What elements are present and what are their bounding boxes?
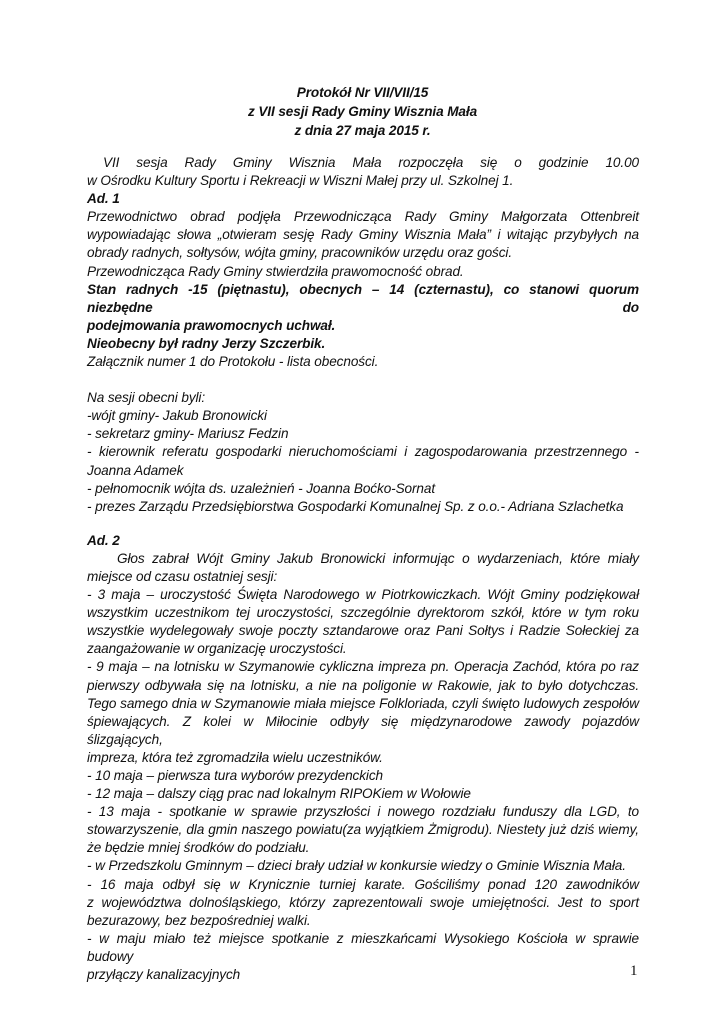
- ad2-line: przyłączy kanalizacyjnych: [87, 967, 241, 983]
- page-number: 1: [630, 963, 638, 979]
- spacer: [87, 371, 639, 389]
- quorum-line: Stan radnych -15 (piętnastu), obecnych – 14 (czternastu), co stanowi quorum niezbędne do: [87, 281, 639, 315]
- attendee-line: - pełnomocnik wójta ds. uzależnień - Joanna Boćko-Sornat: [87, 480, 436, 496]
- ad2-line: - 9 maja – na lotnisku w Szymanowie cykliczna impreza pn. Operacja Zachód, która po raz: [87, 659, 639, 675]
- ad2-line: pierwszy odbywała się na lotnisku, a nie na poligonie w Rakowie, jak to było dotychczas.: [87, 677, 639, 693]
- ad2-line: śpiewających. Z kolei w Miłocinie odbyły się międzynarodowe zawody pojazdów ślizgających,: [87, 713, 639, 747]
- intro-line: w Ośrodku Kultury Sportu i Rekreacji w Wiszni Małej przy ul. Szkolnej 1.: [87, 173, 514, 189]
- ad2-line: stowarzyszenie, dla gmin naszego powiatu(za wyjątkiem Żmigrodu). Niestety już dziś wiemy,: [87, 822, 639, 838]
- ad2-line: wszystkie wydelegowały swoje poczty sztandarowe oraz Pani Sołtys i Radzie Sołeckiej za: [87, 623, 639, 639]
- session-date: z dnia 27 maja 2015 r.: [294, 123, 431, 138]
- spacer: [87, 516, 639, 532]
- ad1-line: Przewodnictwo obrad podjęła Przewodnicząca Rady Gminy Małgorzata Ottenbreit: [87, 209, 639, 225]
- ad2-line: bezurazowy, bez bezpośredniej walki.: [87, 912, 311, 928]
- ad2-line: - 10 maja – pierwsza tura wyborów prezydenckich: [87, 768, 384, 783]
- absent-line: Nieobecny był radny Jerzy Szczerbik.: [87, 335, 326, 351]
- ad2-line: - w Przedszkolu Gminnym – dzieci brały udział w konkursie wiedzy o Gminie Wisznia Mała.: [87, 858, 626, 874]
- session-subtitle: z VII sesji Rady Gminy Wisznia Mała: [247, 104, 478, 119]
- ad2-line: - 3 maja – uroczystość Święta Narodowego w Piotrkowiczkach. Wójt Gminy podziękował: [87, 587, 639, 603]
- ad2-line: zaangażowanie w organizację uroczystości.: [87, 641, 347, 657]
- ad2-heading: Ad. 2: [87, 532, 120, 548]
- ad1-line: wypowiadając słowa „otwieram sesję Rady Gminy Wisznia Mała” i witając przybyłych na: [87, 227, 639, 243]
- ad2-line: Głos zabrał Wójt Gminy Jakub Bronowicki informując o wydarzeniach, które miały: [117, 550, 639, 566]
- attendee-line: - prezes Zarządu Przedsiębiorstwa Gospodarki Komunalnej Sp. z o.o.- Adriana Szlachetka: [87, 498, 624, 514]
- ad1-line: Przewodnicząca Rady Gminy stwierdziła prawomocność obrad.: [87, 263, 464, 279]
- ad2-line: - 13 maja - spotkanie w sprawie przyszłości i nowego rozdziału funduszy dla LGD, to: [87, 804, 639, 820]
- ad1-line: obrady radnych, sołtysów, wójta gminy, pracowników urzędu oraz gości.: [87, 245, 513, 261]
- quorum-line: podejmowania prawomocnych uchwał.: [87, 317, 336, 333]
- attendee-line: Joanna Adamek: [87, 462, 184, 478]
- ad2-line: - 16 maja odbył się w Krynicznie turniej karate. Gościliśmy ponad 120 zawodników: [87, 876, 639, 892]
- ad2-line: wszystkim uczestnikom tej uroczystości, szczególnie dyrektorom szkół, które w tym roku: [87, 605, 639, 621]
- ad2-line: Tego samego dnia w Szymanowie miała miejsce Folkloriada, czyli święto ludowych zespołów: [87, 695, 639, 711]
- ad2-line: że będzie mniej środków do podziału.: [87, 840, 310, 856]
- attendees-heading: Na sesji obecni byli:: [87, 390, 206, 406]
- attendee-line: -wójt gminy- Jakub Bronowicki: [87, 408, 267, 424]
- ad2-line: impreza, która też zgromadziła wielu uczestników.: [87, 749, 383, 765]
- ad2-line: miejsce od czasu ostatniej sesji:: [87, 568, 278, 584]
- attachment-note: Załącznik numer 1 do Protokołu - lista obecności.: [87, 354, 379, 370]
- attendee-line: - kierownik referatu gospodarki nieruchomościami i zagospodarowania przestrzennego -: [87, 444, 639, 460]
- intro-line: VII sesja Rady Gminy Wisznia Mała rozpoczęła się o godzinie 10.00: [103, 155, 639, 170]
- protocol-title: Protokół Nr VII/VII/15: [296, 85, 429, 100]
- ad1-heading: Ad. 1: [87, 191, 120, 207]
- ad2-line: - 12 maja – dalszy ciąg prac nad lokalnym RIPOKiem w Wołowie: [87, 786, 471, 802]
- attendee-line: - sekretarz gminy- Mariusz Fedzin: [87, 426, 289, 442]
- ad2-line: - w maju miało też miejsce spotkanie z mieszkańcami Wysokiego Kościoła w sprawie budowy: [87, 930, 639, 964]
- ad2-line: z województwa dolnośląskiego, którzy zaprezentowali swoje umiejętności. Jest to sport: [87, 894, 639, 910]
- document-body: [87, 154, 639, 984]
